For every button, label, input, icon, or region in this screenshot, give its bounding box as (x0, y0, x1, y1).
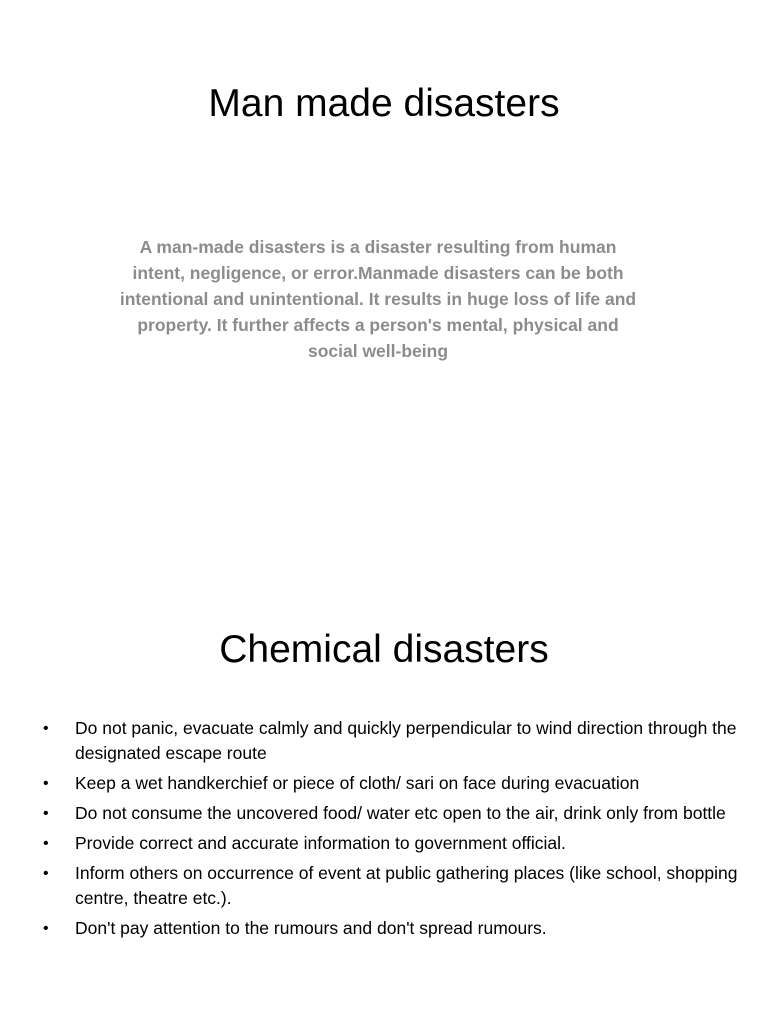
slide-title: Man made disasters (208, 82, 560, 125)
slide-chemical-disasters (0, 576, 768, 1024)
bullet-item (40, 801, 740, 826)
bullet-item (40, 831, 740, 856)
slide-title: Chemical disasters (219, 628, 549, 671)
bullet-icon: • (43, 920, 49, 937)
bullet-text: Inform others on occurrence of event at public gathering places (like school, shopping centre, theatre etc.). (75, 863, 738, 908)
bullet-text: Do not panic, evacuate calmly and quickly perpendicular to wind direction through the designated escape route (75, 718, 737, 763)
bullet-text: Do not consume the uncovered food/ water etc open to the air, drink only from bottle (75, 803, 726, 823)
bullet-item (40, 716, 740, 766)
bullet-text: Provide correct and accurate information to government official. (75, 833, 566, 853)
bullet-list (40, 716, 740, 946)
bullet-icon: • (43, 775, 49, 792)
bullet-icon: • (43, 865, 49, 882)
bullet-icon: • (43, 805, 49, 822)
bullet-text: Don't pay attention to the rumours and don't spread rumours. (75, 918, 547, 938)
bullet-icon: • (43, 835, 49, 852)
slide-subtitle: A man-made disasters is a disaster resulting from human intent, negligence, or error.Manmade disasters can be both intentional and unintentional. It results in huge loss of life and property. It further affects a person's mental, physical and social well-being (119, 237, 637, 361)
bullet-item (40, 771, 740, 796)
bullet-item (40, 916, 740, 941)
bullet-icon: • (43, 720, 49, 737)
bullet-text: Keep a wet handkerchief or piece of cloth/ sari on face during evacuation (75, 773, 640, 793)
bullet-item (40, 861, 740, 911)
